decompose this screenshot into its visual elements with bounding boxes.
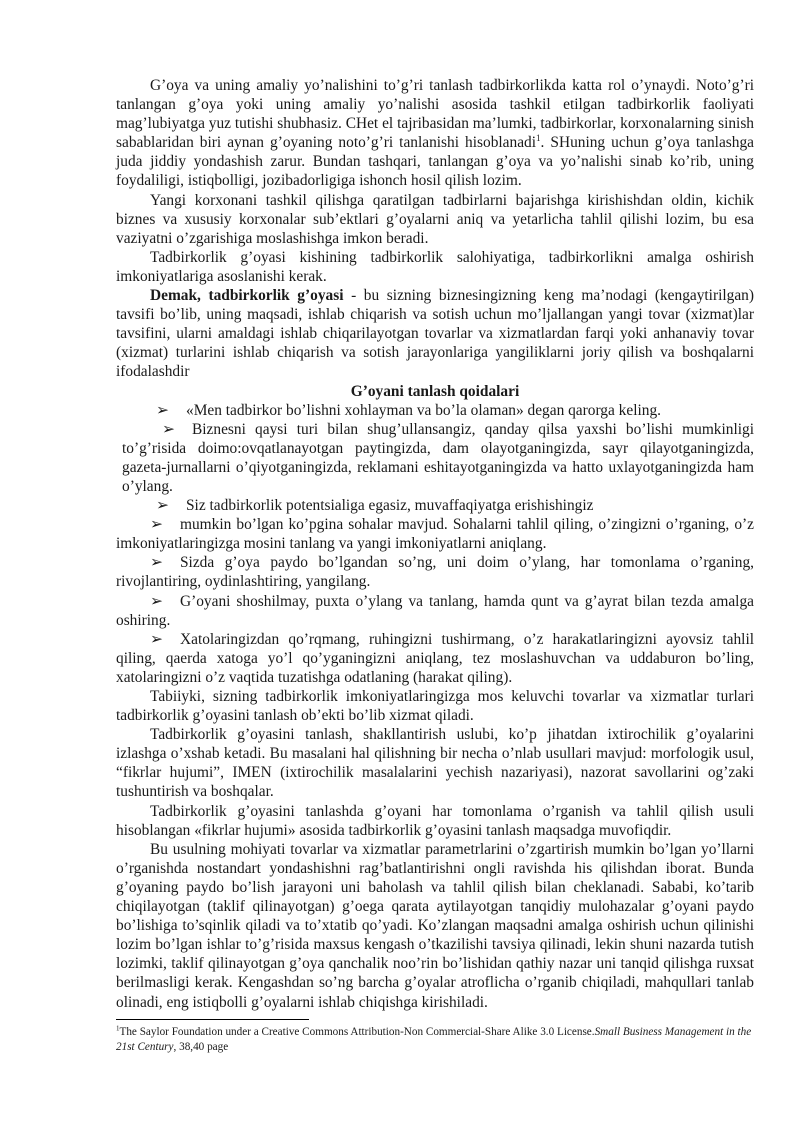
rule-item-5: ➢ Sizda g’oya paydo bo’lgandan so’ng, uni doim o’ylang, har tomonlama o’rganing, rivojlantiring, oydinlashtiring, yangilang.	[116, 554, 754, 591]
paragraph-5: Tabiiyki, sizning tadbirkorlik imkoniyatlaringizga mos keluvchi tovarlar va xizmatlar turlari tadbirkorlik g’oyasini tanlash ob’ekti bo’lib xizmat qiladi.	[116, 688, 754, 725]
arrow-bullet-icon: ➢	[156, 401, 169, 419]
footnote	[116, 1025, 756, 1055]
arrow-bullet-icon: ➢	[150, 592, 163, 610]
rule-item-2: ➢ Biznesni qaysi turi bilan shug’ullansangiz, qanday qilsa yaxshi bo’lishi mumkinligi to’g’risida doimo:ovqatlanayotgan paytingizda, dam olayotganingizda, sayr qilayotganingizda, gazeta-jurnallarni o’qiyotganingizda, reklamani eshitayotganingizda va hatto uxlayotganingizda ham o’ylang.	[122, 420, 754, 495]
rule-item-4: ➢ mumkin bo’lgan ko’pgina sohalar mavjud. Sohalarni tahlil qiling, o’zingizni o’rganing, o’z imkoniyatlaringizga mosini tanlang va yangi imkoniyatlarni aniqlang.	[116, 516, 754, 553]
rule-item-1: ➢ «Men tadbirkor bo’lishni xohlayman va bo’la olaman» degan qarorga keling.	[116, 401, 754, 420]
document-body	[116, 76, 754, 1012]
footnote-pages: , 38,40 page	[173, 1041, 229, 1053]
definition-term: Demak, tadbirkorlik g’oyasi	[150, 287, 344, 305]
arrow-bullet-icon: ➢	[150, 516, 163, 534]
arrow-bullet-icon: ➢	[156, 497, 169, 515]
rule-item-7: ➢ Xatolaringizdan qo’rqmang, ruhingizni tushirmang, o’z harakatlaringizni ayovsiz tahlil qiling, qaerda xatoga yo’l qo’yganingizni aniqlang, tez moslashuvchan va uddaburon bo’ling, xatolaringizni o’z vaqtida tuzatishga odatlaning (harakat qiling).	[116, 630, 754, 686]
footnote-ref[interactable]: 1	[536, 133, 541, 144]
paragraph-2: Yangi korxonani tashkil qilishga qaratilgan tadbirlarni bajarishga kirishishdan oldin, kichik biznes va xususiy korxonalar sub’ektlari g’oyalarni aniq va yetarlicha tahlil qilishi lozim, bu esa vaziyatni o’zgarishiga moslashishga imkon beradi.	[116, 191, 754, 247]
arrow-bullet-icon: ➢	[162, 420, 175, 438]
paragraph-intro: G’oya va uning amaliy yo’nalishini to’g’ri tanlash tadbirkorlikda katta rol o’ynaydi. Noto’g’ri tanlangan g’oya yoki uning amaliy yo’nalishi asosida tashkil etilgan tadbirkorlik faoliyati mag’lubiyatga yuz tutishi shubhasiz. CHet el tajribasidan ma’lumki, tadbirkorlar, korxonalarning sinish sabablaridan biri aynan g’oyaning noto’g’ri tanlanishi hisoblanadi$^1$. SHuning uchun g’oya tanlashga juda jiddiy yondashish zarur. Bundan tashqari, tanlangan g’oya va yo’nalishi sinab ko’rib, uning foydaliligi, istiqbolligi, jozibadorligiga ishonch hosil qilish lozim.	[116, 77, 755, 190]
rule-item-6: ➢ G’oyani shoshilmay, puxta o’ylang va tanlang, hamda qunt va g’ayrat bilan tezda amalga oshiring.	[116, 592, 754, 629]
section-heading: G’oyani tanlash qoidalari	[350, 382, 520, 400]
paragraph-definition: Demak, tadbirkorlik g’oyasi - bu sizning biznesingizning keng ma’nodagi (kengaytirilgan) tavsifi bo’lib, uning maqsadi, ishlab chiqarish va sotish uchun mo’ljallangan yangi tovar (xizmat)lar tavsifini, ularni amaldagi ishlab chiqarilayotgan tovarlar va xizmatlardan farqi yoki anhanaviy tovar (xizmat) turlarini ishlab chiqarish va sotish jarayonlariga yangiliklarni joriy qilish va boshqalarni ifodalashdir	[116, 287, 754, 381]
paragraph-8: Bu usulning mohiyati tovarlar va xizmatlar parametrlarini o’zgartirish mumkin bo’lgan yo’llarni o’rganishda nostandart yondashishni rag’batlantirishni ongli ravishda his qilishdan iborat. Bunda g’oyaning paydo bo’lish jarayoni uni baholash va tahlil qilish bilan cheklanadi. Sababi, ko’tarib chiqilayotgan (taklif qilinayotgan) g’oega qarata aytilayotgan tanqidiy mulohazalar g’oyani paydo bo’lishiga to’sqinlik qiladi va to’xtatib qo’yadi. Ko’zlangan maqsadni amalga oshirish uchun qilinishi lozim bo’lgan ishlar to’g’risida maxsus kengash o’tkazilishi tavsiya qilinadi, lekin shuni nazarda tutish lozimki, taklif qilinayotgan g’oya qanchalik noo’rin bo’lishidan qathiy nazar uni tanqid qilishga ruxsat berilmasligi kerak. Kengashdan so’ng barcha g’oyalar atroflicha o’rganib chiqiladi, mahqullari tanlab olinadi, eng istiqbolli g’oyalarni ishlab chiqishga kirishiladi.	[116, 840, 754, 1011]
footnote-mark: 1	[116, 1024, 120, 1033]
paragraph-6: Tadbirkorlik g’oyasini tanlash, shakllantirish uslubi, ko’p jihatdan ixtirochilik g’oyalarini izlashga o’xshab ketadi. Bu masalani hal qilishning bir necha o’nlab usullari mavjud: morfologik usul, “fikrlar hujumi”, IMEN (ixtirochilik masalalarini yechish nazariyasi), nazorat savollarini og’zaki tushuntirish va boshqalar.	[116, 726, 754, 801]
arrow-bullet-icon: ➢	[150, 630, 163, 648]
arrow-bullet-icon: ➢	[150, 554, 163, 572]
paragraph-7: Tadbirkorlik g’oyasini tanlashda g’oyani har tomonlama o’rganish va tahlil qilish usuli hisoblangan «fikrlar hujumi» asosida tadbirkorlik g’oyasini tanlash maqsadga muvofiqdir.	[116, 802, 754, 839]
paragraph-3: Tadbirkorlik g’oyasi kishining tadbirkorlik salohiyatiga, tadbirkorlikni amalga oshirish imkoniyatlariga asoslanishi kerak.	[116, 248, 754, 285]
rule-item-3: ➢ Siz tadbirkorlik potentsialiga egasiz, muvaffaqiyatga erishishingiz	[116, 496, 754, 515]
footnote-divider	[116, 1019, 309, 1020]
footnote-title: Small Business Management in the 21st Century	[116, 1026, 752, 1053]
footnote-text: The Saylor Foundation under a Creative Commons Attribution-Non Commercial-Share Alike 3.0 License.	[119, 1026, 595, 1038]
